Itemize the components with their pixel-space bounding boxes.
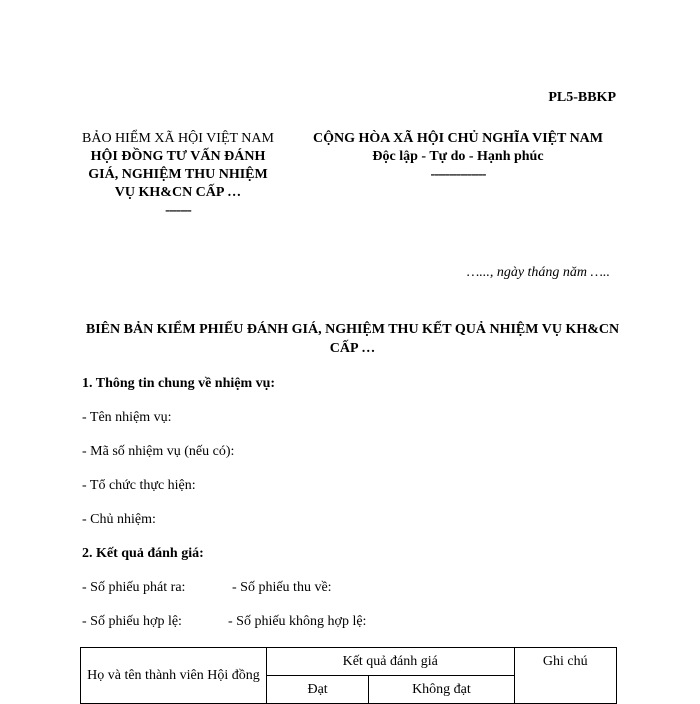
results-table xyxy=(80,647,617,704)
national-header xyxy=(288,130,628,184)
field-task-name: - Tên nhiệm vụ: xyxy=(82,410,172,425)
form-code: PL5-BBKP xyxy=(548,90,616,105)
field-task-code: - Mã số nhiệm vụ (nếu có): xyxy=(82,444,235,459)
field-valid: - Số phiếu hợp lệ: xyxy=(82,614,182,629)
field-lead: - Chủ nhiệm: xyxy=(82,512,156,527)
issuing-authority xyxy=(78,130,278,220)
council-name: HỘI ĐỒNG TƯ VẤN ĐÁNH GIÁ, NGHIỆM THU NHIỆM VỤ KH&CN CẤP … xyxy=(88,149,268,200)
col-member-header: Họ và tên thành viên Hội đồng xyxy=(81,648,267,704)
organization-name: BẢO HIỂM XÃ HỘI VIỆT NAM xyxy=(82,131,274,146)
field-received: - Số phiếu thu về: xyxy=(232,580,332,595)
col-pass-header: Đạt xyxy=(266,676,368,704)
section-2-heading: 2. Kết quả đánh giá: xyxy=(82,546,204,561)
col-fail-header: Không đạt xyxy=(369,676,514,704)
field-invalid: - Số phiếu không hợp lệ: xyxy=(228,614,367,629)
left-divider: ------- xyxy=(165,203,191,218)
col-note-header: Ghi chú xyxy=(514,648,616,704)
field-issued: - Số phiếu phát ra: xyxy=(82,580,186,595)
section-1-heading: 1. Thông tin chung về nhiệm vụ: xyxy=(82,376,276,391)
country-name: CỘNG HÒA XÃ HỘI CHỦ NGHĨA VIỆT NAM xyxy=(312,131,603,146)
right-divider: --------------- xyxy=(430,167,486,182)
document-title: BIÊN BẢN KIỂM PHIẾU ĐÁNH GIÁ, NGHIỆM THU KẾT QUẢ NHIỆM VỤ KH&CN CẤP … xyxy=(85,322,620,356)
col-result-header: Kết quả đánh giá xyxy=(266,648,514,676)
field-organization: - Tổ chức thực hiện: xyxy=(82,478,196,493)
national-motto: Độc lập - Tự do - Hạnh phúc xyxy=(372,149,544,164)
date-line: …..., ngày tháng năm ….. xyxy=(466,265,610,280)
table-header-row xyxy=(81,648,617,676)
